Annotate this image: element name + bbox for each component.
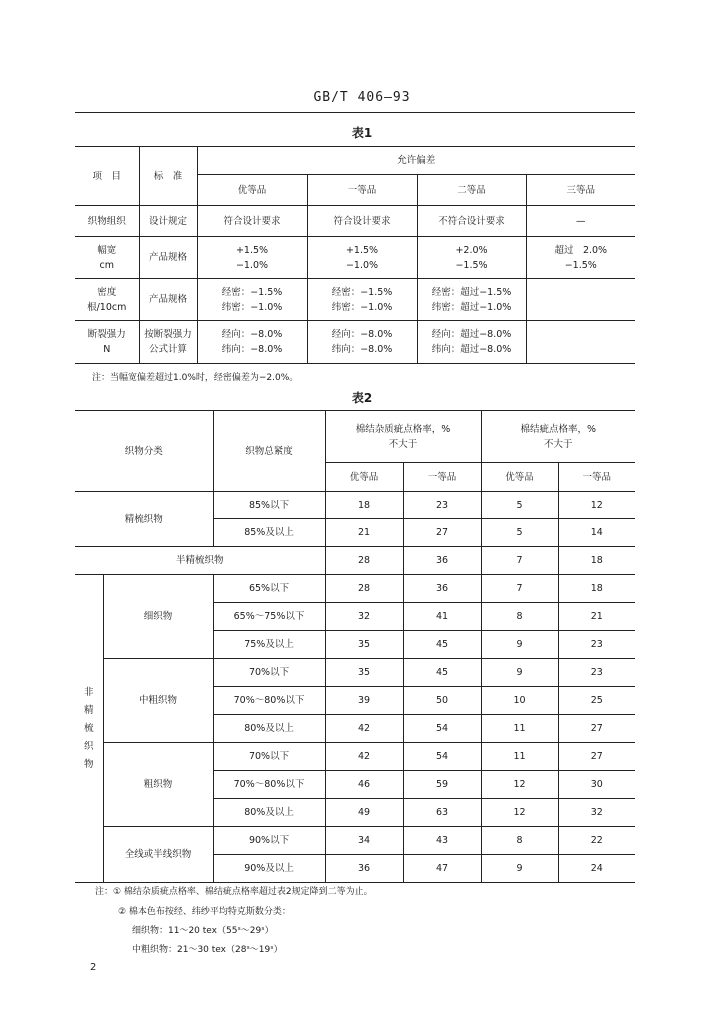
value-cell: 27 — [558, 715, 635, 743]
cell-grade2: 经向：−8.0% 纬向：−8.0% — [307, 321, 417, 364]
value-cell: 35 — [325, 631, 403, 659]
group-fine: 细织物 — [103, 575, 213, 659]
cell-grade4: 超过 2.0% −1.5% — [526, 237, 635, 279]
grade-subheader: 优等品 — [481, 463, 558, 492]
cell-grade1: +1.5% −1.0% — [197, 237, 307, 279]
category-semi-combed: 半精梳织物 — [75, 547, 325, 575]
value-cell: 32 — [325, 603, 403, 631]
value-cell: 7 — [481, 575, 558, 603]
value-cell: 54 — [403, 743, 481, 771]
value-cell: 43 — [403, 827, 481, 855]
table2-note-1: 注：① 棉结杂质疵点格率、棉结疵点格率超过表2规定降到二等为止。 — [95, 887, 373, 897]
value-cell: 10 — [481, 687, 558, 715]
value-cell: 34 — [325, 827, 403, 855]
value-cell: 25 — [558, 687, 635, 715]
value-cell: 46 — [325, 771, 403, 799]
value-cell: 12 — [481, 799, 558, 827]
value-cell: 63 — [403, 799, 481, 827]
tightness-cell: 75%及以上 — [213, 631, 325, 659]
value-cell: 59 — [403, 771, 481, 799]
value-cell: 36 — [403, 575, 481, 603]
value-cell: 23 — [403, 492, 481, 519]
row-standard: 产品规格 — [139, 237, 197, 279]
grade-header: 一等品 — [307, 175, 417, 206]
value-cell: 9 — [481, 659, 558, 687]
value-cell: 12 — [558, 492, 635, 519]
row-item: 密度 根/10cm — [75, 279, 139, 321]
category-combed: 精梳织物 — [75, 492, 213, 547]
value-cell: 14 — [558, 519, 635, 547]
group-coarse: 粗织物 — [103, 743, 213, 827]
cell-grade1: 符合设计要求 — [197, 206, 307, 237]
category-non-combed: 非精梳织物 — [75, 575, 103, 883]
grade-subheader: 一等品 — [558, 463, 635, 492]
value-cell: 5 — [481, 492, 558, 519]
row-standard: 产品规格 — [139, 279, 197, 321]
tightness-cell: 80%及以上 — [213, 799, 325, 827]
cell-grade2: 符合设计要求 — [307, 206, 417, 237]
value-cell: 36 — [325, 855, 403, 883]
page-number: 2 — [90, 962, 97, 973]
value-cell: 24 — [558, 855, 635, 883]
col-header-category: 织物分类 — [124, 445, 163, 457]
cell-grade3: 经密：超过−1.5% 纬密：超过−1.0% — [417, 279, 526, 321]
header-rule — [75, 112, 635, 113]
value-cell: 11 — [481, 743, 558, 771]
value-cell: 47 — [403, 855, 481, 883]
value-cell: 45 — [403, 659, 481, 687]
tolerance-table — [75, 146, 635, 364]
tightness-cell: 70%以下 — [213, 743, 325, 771]
value-cell: 27 — [403, 519, 481, 547]
value-cell: 5 — [481, 519, 558, 547]
value-cell: 18 — [325, 492, 403, 519]
value-cell: 9 — [481, 855, 558, 883]
value-cell: 23 — [558, 631, 635, 659]
value-cell: 49 — [325, 799, 403, 827]
tightness-cell: 70%～80%以下 — [213, 687, 325, 715]
tightness-cell: 65%～75%以下 — [213, 603, 325, 631]
row-standard: 设计规定 — [139, 206, 197, 237]
value-cell: 8 — [481, 603, 558, 631]
value-cell: 18 — [558, 547, 635, 575]
tightness-cell: 90%以下 — [213, 827, 325, 855]
value-cell: 32 — [558, 799, 635, 827]
tightness-cell: 70%～80%以下 — [213, 771, 325, 799]
value-cell: 12 — [481, 771, 558, 799]
grade-header: 二等品 — [417, 175, 526, 206]
value-cell: 9 — [481, 631, 558, 659]
value-cell: 50 — [403, 687, 481, 715]
value-cell: 36 — [403, 547, 481, 575]
table1-note: 注：当幅宽偏差超过1.0%时，经密偏差为−2.0%。 — [92, 373, 299, 383]
value-cell: 11 — [481, 715, 558, 743]
value-cell: 35 — [325, 659, 403, 687]
col-header-tightness: 织物总紧度 — [213, 411, 325, 492]
table1-title: 表1 — [351, 126, 373, 140]
value-cell: 27 — [558, 743, 635, 771]
cell-grade4: — — [526, 206, 635, 237]
row-item: 断裂强力 N — [75, 321, 139, 364]
col-header-allowance: 允许偏差 — [197, 147, 635, 175]
col-header-item: 项 目 — [92, 170, 121, 182]
value-cell: 45 — [403, 631, 481, 659]
value-cell: 28 — [325, 575, 403, 603]
cell-grade1: 经密：−1.5% 纬密：−1.0% — [197, 279, 307, 321]
col-header-standard: 标 准 — [139, 147, 197, 206]
row-item: 幅宽 cm — [75, 237, 139, 279]
value-cell: 39 — [325, 687, 403, 715]
value-cell: 42 — [325, 715, 403, 743]
cell-grade4 — [526, 279, 635, 321]
table2-note-2: ② 棉本色布按经、纬纱平均特克斯数分类： — [118, 907, 291, 917]
value-cell: 7 — [481, 547, 558, 575]
tightness-cell: 85%及以上 — [213, 519, 325, 547]
value-cell: 28 — [325, 547, 403, 575]
value-cell: 22 — [558, 827, 635, 855]
grade-subheader: 优等品 — [325, 463, 403, 492]
grade-header: 优等品 — [197, 175, 307, 206]
col-header-neps-rate: 棉结疵点格率，% 不大于 — [481, 411, 635, 463]
table2-note-3: 细织物：11～20 tex（55ˢ～29ˢ） — [132, 926, 274, 936]
row-item: 织物组织 — [75, 206, 139, 237]
table2-title: 表2 — [351, 391, 373, 405]
document-header: GB/T 406—93 — [313, 90, 411, 105]
group-medium-coarse: 中粗织物 — [103, 659, 213, 743]
value-cell: 18 — [558, 575, 635, 603]
tightness-cell: 80%及以上 — [213, 715, 325, 743]
value-cell: 21 — [558, 603, 635, 631]
group-thread-fabric: 全线或半线织物 — [103, 827, 213, 883]
tightness-cell: 90%及以上 — [213, 855, 325, 883]
cell-grade3: 不符合设计要求 — [417, 206, 526, 237]
value-cell: 30 — [558, 771, 635, 799]
cell-grade1: 经向：−8.0% 纬向：−8.0% — [197, 321, 307, 364]
tightness-cell: 85%以下 — [213, 492, 325, 519]
grade-subheader: 一等品 — [403, 463, 481, 492]
value-cell: 41 — [403, 603, 481, 631]
value-cell: 23 — [558, 659, 635, 687]
cell-grade2: +1.5% −1.0% — [307, 237, 417, 279]
cell-grade3: 经向：超过−8.0% 纬向：超过−8.0% — [417, 321, 526, 364]
col-header-impurity-rate: 棉结杂质疵点格率，% 不大于 — [325, 411, 481, 463]
grade-header: 三等品 — [526, 175, 635, 206]
value-cell: 21 — [325, 519, 403, 547]
cell-grade2: 经密：−1.5% 纬密：−1.0% — [307, 279, 417, 321]
defect-rate-table — [75, 410, 635, 883]
cell-grade4 — [526, 321, 635, 364]
cell-grade3: +2.0% −1.5% — [417, 237, 526, 279]
row-standard: 按断裂强力 公式计算 — [139, 321, 197, 364]
value-cell: 8 — [481, 827, 558, 855]
value-cell: 54 — [403, 715, 481, 743]
tightness-cell: 70%以下 — [213, 659, 325, 687]
value-cell: 42 — [325, 743, 403, 771]
table2-note-4: 中粗织物：21～30 tex（28ˢ～19ˢ） — [132, 945, 283, 955]
tightness-cell: 65%以下 — [213, 575, 325, 603]
